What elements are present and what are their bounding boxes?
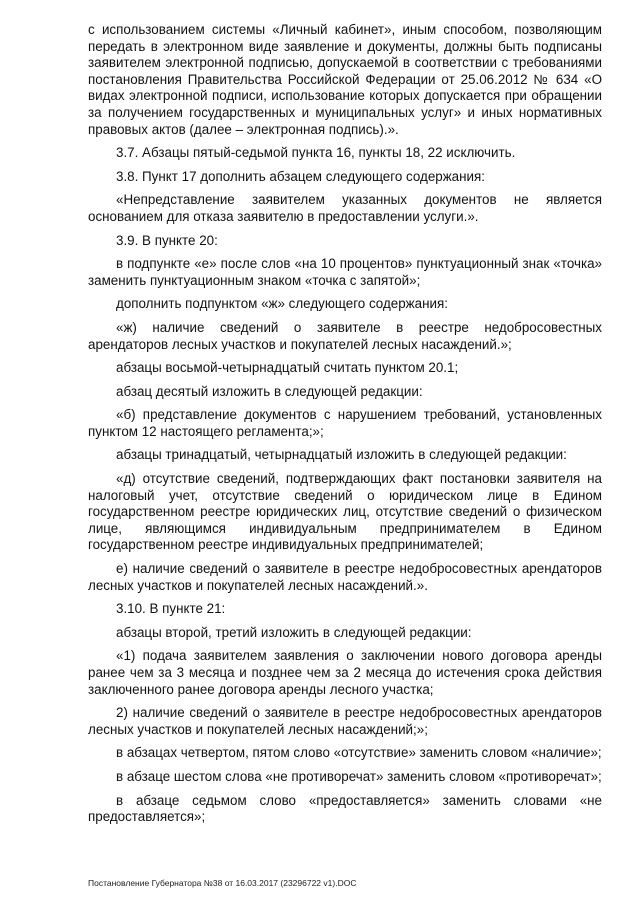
paragraph: в подпункте «е» после слов «на 10 процентов» пунктуационный знак «точка» заменить пунктуационным знаком «точка с запятой»; xyxy=(88,256,602,288)
paragraph: абзацы тринадцатый, четырнадцатый изложить в следующей редакции: xyxy=(116,447,567,463)
document-footer: Постановление Губернатора №38 от 16.03.2017 (23296722 v1).DOC xyxy=(88,878,357,888)
paragraph: 3.7. Абзацы пятый-седьмой пункта 16, пункты 18, 22 исключить. xyxy=(116,145,516,161)
paragraph: е) наличие сведений о заявителе в реестре недобросовестных арендаторов лесных участков и покупателей лесных насаждений.». xyxy=(88,561,602,593)
paragraph: абзацы второй, третий изложить в следующей редакции: xyxy=(116,624,472,640)
paragraph: «1) подача заявителем заявления о заключении нового договора аренды ранее чем за 3 месяца и позднее чем за 2 месяца до истечения срока действия заключенного ранее договора аренды лесного участка; xyxy=(88,648,602,697)
paragraph: «б) представление документов с нарушением требований, установленных пунктом 12 настоящего регламента;»; xyxy=(88,407,602,439)
paragraph: в абзаце шестом слова «не противоречат» заменить словом «противоречат»; xyxy=(116,768,602,784)
paragraph: 3.9. В пункте 20: xyxy=(116,232,218,248)
document-body xyxy=(88,22,602,833)
paragraph: дополнить подпунктом «ж» следующего содержания: xyxy=(116,296,448,312)
paragraph: 2) наличие сведений о заявителе в реестре недобросовестных арендаторов лесных участков и покупателей лесных насаждений;»; xyxy=(88,705,602,737)
paragraph: в абзацах четвертом, пятом слово «отсутствие» заменить словом «наличие»; xyxy=(116,745,602,761)
paragraph: 3.8. Пункт 17 дополнить абзацем следующего содержания: xyxy=(116,168,485,184)
paragraph: в абзаце седьмом слово «предоставляется» заменить словами «не предоставляется»; xyxy=(88,792,602,825)
paragraph: «д) отсутствие сведений, подтверждающих факт постановки заявителя на налоговый учет, отсутствие сведений о юридическом лице в Едином государственном реестре юридических лиц, отсутствие сведений о физическом лице, являющимся индивидуальным предпринимателем в Едином государственном реестре индивидуальных предпринимателей; xyxy=(88,471,602,553)
paragraph: «Непредставление заявителем указанных документов не является основанием для отказа заявителю в предоставлении услуги.». xyxy=(88,192,602,224)
paragraph: абзац десятый изложить в следующей редакции: xyxy=(116,383,423,399)
paragraph: 3.10. В пункте 21: xyxy=(116,601,226,617)
paragraph: абзацы восьмой-четырнадцатый считать пунктом 20.1; xyxy=(116,360,459,376)
paragraph: с использованием системы «Личный кабинет», иным способом, позволяющим передать в электронном виде заявление и документы, должны быть подписаны заявителем электронной подписью, допускаемой в соответствии с требованиями постановления Правительства Российской Федерации от 25.06.2012 № 634 «О видах электронной подписи, использование которых допускается при обращении за получением государственных и муниципальных услуг» и иных нормативных правовых актов (далее – электронная подпись).». xyxy=(88,22,602,137)
paragraph: «ж) наличие сведений о заявителе в реестре недобросовестных арендаторов лесных участков и покупателей лесных насаждений.»; xyxy=(88,319,602,352)
